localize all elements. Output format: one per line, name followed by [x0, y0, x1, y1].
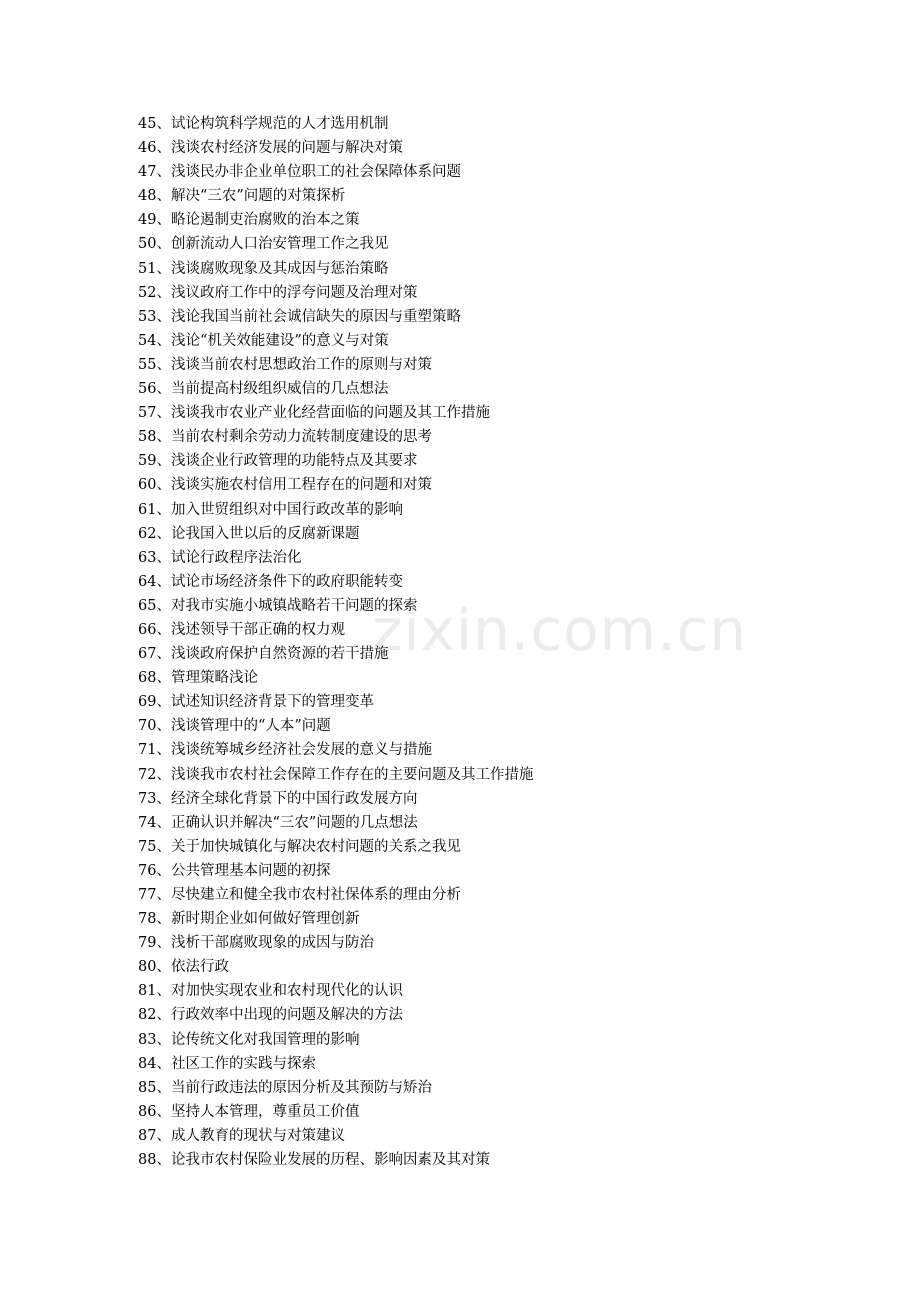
- list-item: 67、浅谈政府保护自然资源的若干措施: [138, 646, 389, 663]
- list-item: 66、浅述领导干部正确的权力观: [138, 621, 345, 638]
- list-item: 78、新时期企业如何做好管理创新: [138, 911, 360, 928]
- list-item: 77、尽快建立和健全我市农村社保体系的理由分析: [138, 887, 461, 903]
- list-item: 59、浅谈企业行政管理的功能特点及其要求: [138, 453, 418, 470]
- list-item: 53、浅论我国当前社会诚信缺失的原因与重塑策略: [138, 308, 461, 325]
- list-item: 61、加入世贸组织对中国行政改革的影响: [138, 501, 403, 518]
- list-item: 76、公共管理基本问题的初探: [138, 862, 331, 879]
- list-item: 75、关于加快城镇化与解决农村问题的关系之我见: [138, 838, 461, 855]
- list-item: 63、试论行政程序法治化: [138, 549, 302, 566]
- list-item: 47、浅谈民办非企业单位职工的社会保障体系问题: [138, 164, 461, 181]
- list-item: 82、行政效率中出现的问题及解决的方法: [138, 1007, 403, 1024]
- list-item: 46、浅谈农村经济发展的问题与解决对策: [138, 140, 403, 157]
- list-item: 48、解决“三农”问题的对策探析: [138, 188, 346, 205]
- list-item: 50、创新流动人口治安管理工作之我见: [138, 236, 389, 253]
- list-item: 65、对我市实施小城镇战略若干问题的探索: [138, 597, 418, 614]
- list-item: 45、试论构筑科学规范的人才选用机制: [138, 116, 389, 132]
- list-item: 60、浅谈实施农村信用工程存在的问题和对策: [138, 477, 432, 494]
- list-item: 58、当前农村剩余劳动力流转制度建设的思考: [138, 429, 432, 446]
- list-item: 73、经济全球化背景下的中国行政发展方向: [138, 790, 418, 807]
- list-item: 85、当前行政违法的原因分析及其预防与矫治: [138, 1079, 432, 1096]
- list-item: 49、略论遏制吏治腐败的治本之策: [138, 212, 360, 229]
- list-item: 86、坚持人本管理，尊重员工价值: [138, 1103, 360, 1120]
- list-item: 80、依法行政: [138, 959, 229, 976]
- list-item: 57、浅谈我市农业产业化经营面临的问题及其工作措施: [138, 405, 490, 422]
- list-item: 54、浅论“机关效能建设”的意义与对策: [138, 332, 389, 349]
- topic-list: [138, 112, 533, 1172]
- list-item: 81、对加快实现农业和农村现代化的认识: [138, 983, 403, 1000]
- list-item: 79、浅析干部腐败现象的成因与防治: [138, 935, 374, 952]
- list-item: 68、管理策略浅论: [138, 670, 258, 687]
- list-item: 70、浅谈管理中的“人本”问题: [138, 718, 331, 735]
- watermark: zixin.com.cn: [372, 596, 748, 664]
- list-item: 74、正确认识并解决“三农”问题的几点想法: [138, 814, 418, 831]
- list-item: 52、浅议政府工作中的浮夸问题及治理对策: [138, 284, 418, 301]
- list-item: 88、论我市农村保险业发展的历程、影响因素及其对策: [138, 1152, 490, 1169]
- list-item: 55、浅谈当前农村思想政治工作的原则与对策: [138, 356, 432, 373]
- list-item: 62、论我国入世以后的反腐新课题: [138, 525, 360, 542]
- list-item: 69、试述知识经济背景下的管理变革: [138, 694, 374, 711]
- list-item: 72、浅谈我市农村社会保障工作存在的主要问题及其工作措施: [138, 766, 534, 783]
- list-item: 83、论传统文化对我国管理的影响: [138, 1031, 360, 1048]
- list-item: 51、浅谈腐败现象及其成因与惩治策略: [138, 260, 389, 277]
- list-item: 64、试论市场经济条件下的政府职能转变: [138, 573, 403, 590]
- list-item: 71、浅谈统筹城乡经济社会发展的意义与措施: [138, 742, 432, 759]
- list-item: 87、成人教育的现状与对策建议: [138, 1127, 345, 1144]
- list-item: 84、社区工作的实践与探索: [138, 1055, 316, 1072]
- list-item: 56、当前提高村级组织威信的几点想法: [138, 381, 389, 398]
